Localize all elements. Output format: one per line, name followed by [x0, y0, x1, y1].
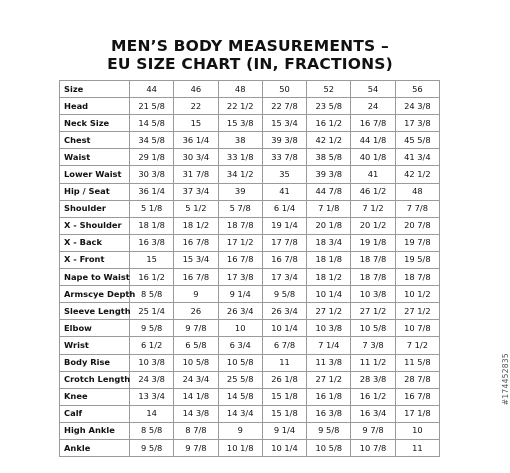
measurement-label: X - Shoulder	[60, 217, 130, 234]
measurement-value: 38 5/8	[307, 149, 351, 166]
measurement-value: 24 3/8	[130, 371, 174, 388]
measurement-label: Ankle	[60, 439, 130, 456]
measurement-value: 10 3/8	[307, 320, 351, 337]
measurement-value: 14 3/8	[174, 405, 218, 422]
measurement-value: 24	[351, 98, 395, 115]
measurement-value: 10 5/8	[218, 354, 262, 371]
measurement-value: 41	[262, 183, 306, 200]
table-row	[60, 115, 440, 132]
measurement-value: 16 7/8	[218, 251, 262, 268]
measurement-value: 19 5/8	[395, 251, 439, 268]
measurement-value: 14 5/8	[218, 388, 262, 405]
measurement-value: 22 1/2	[218, 98, 262, 115]
measurement-value: 33 1/8	[218, 149, 262, 166]
measurement-value: 16 3/8	[130, 234, 174, 251]
table-row	[60, 388, 440, 405]
measurement-value: 14 3/4	[218, 405, 262, 422]
measurement-value: 30 3/4	[174, 149, 218, 166]
measurement-value: 7 7/8	[395, 200, 439, 217]
size-col-header: 46	[174, 81, 218, 98]
measurement-value: 10 3/8	[130, 354, 174, 371]
measurement-value: 8 5/8	[130, 286, 174, 303]
measurement-rows	[60, 98, 440, 457]
measurement-value: 6 7/8	[262, 337, 306, 354]
measurement-value: 16 7/8	[174, 234, 218, 251]
measurement-value: 17 3/4	[262, 269, 306, 286]
measurement-label: Elbow	[60, 320, 130, 337]
size-col-header: 54	[351, 81, 395, 98]
measurement-value: 27 1/2	[307, 371, 351, 388]
measurement-value: 9 5/8	[262, 286, 306, 303]
measurement-label: Calf	[60, 405, 130, 422]
measurement-value: 6 5/8	[174, 337, 218, 354]
measurement-value: 29 1/8	[130, 149, 174, 166]
measurement-value: 9 7/8	[351, 422, 395, 439]
measurement-value: 17 3/8	[395, 115, 439, 132]
measurement-label: Head	[60, 98, 130, 115]
measurement-value: 9 5/8	[130, 439, 174, 456]
measurement-value: 18 1/2	[307, 269, 351, 286]
size-col-header: 50	[262, 81, 306, 98]
measurement-label: Wrist	[60, 337, 130, 354]
measurement-value: 26 3/4	[218, 303, 262, 320]
measurement-value: 10 1/8	[218, 439, 262, 456]
measurement-value: 10 5/8	[307, 439, 351, 456]
measurement-value: 38	[218, 132, 262, 149]
measurement-value: 33 7/8	[262, 149, 306, 166]
measurement-value: 18 7/8	[351, 251, 395, 268]
measurement-value: 9	[218, 422, 262, 439]
measurement-value: 17 3/8	[218, 269, 262, 286]
measurement-value: 15 1/8	[262, 405, 306, 422]
measurement-value: 35	[262, 166, 306, 183]
table-row	[60, 234, 440, 251]
measurement-value: 16 3/8	[307, 405, 351, 422]
measurement-value: 34 5/8	[130, 132, 174, 149]
measurement-value: 17 1/8	[395, 405, 439, 422]
size-col-header: 56	[395, 81, 439, 98]
measurement-value: 15	[174, 115, 218, 132]
measurement-value: 16 7/8	[262, 251, 306, 268]
measurement-value: 7 1/8	[307, 200, 351, 217]
table-row	[60, 371, 440, 388]
header-row	[60, 81, 440, 98]
measurement-value: 10	[218, 320, 262, 337]
measurement-value: 9 5/8	[130, 320, 174, 337]
measurement-value: 9 7/8	[174, 439, 218, 456]
measurement-value: 10 3/8	[351, 286, 395, 303]
measurement-value: 39	[218, 183, 262, 200]
measurement-value: 28 3/8	[351, 371, 395, 388]
measurement-value: 30 3/8	[130, 166, 174, 183]
measurement-value: 18 1/2	[174, 217, 218, 234]
measurement-value: 11 1/2	[351, 354, 395, 371]
measurement-label: Chest	[60, 132, 130, 149]
measurement-value: 24 3/8	[395, 98, 439, 115]
table-row	[60, 166, 440, 183]
measurement-value: 9 1/4	[218, 286, 262, 303]
measurement-label: Lower Waist	[60, 166, 130, 183]
measurement-label: Neck Size	[60, 115, 130, 132]
measurement-value: 15	[130, 251, 174, 268]
measurement-value: 26	[174, 303, 218, 320]
table-row	[60, 251, 440, 268]
measurement-value: 44 1/8	[351, 132, 395, 149]
measurement-value: 27 1/2	[307, 303, 351, 320]
measurement-value: 40 1/8	[351, 149, 395, 166]
measurement-value: 26 1/8	[262, 371, 306, 388]
measurement-value: 18 1/8	[307, 251, 351, 268]
table-row	[60, 98, 440, 115]
size-header	[60, 81, 440, 98]
table-row	[60, 405, 440, 422]
measurement-value: 11 5/8	[395, 354, 439, 371]
measurement-value: 8 5/8	[130, 422, 174, 439]
measurement-value: 44 7/8	[307, 183, 351, 200]
measurement-value: 5 7/8	[218, 200, 262, 217]
measurement-value: 36 1/4	[130, 183, 174, 200]
measurement-value: 15 3/4	[262, 115, 306, 132]
measurement-value: 28 7/8	[395, 371, 439, 388]
measurement-value: 17 1/2	[218, 234, 262, 251]
measurement-value: 5 1/2	[174, 200, 218, 217]
measurement-value: 22	[174, 98, 218, 115]
measurement-value: 10 7/8	[351, 439, 395, 456]
measurement-value: 5 1/8	[130, 200, 174, 217]
measurement-value: 16 7/8	[174, 269, 218, 286]
size-chart-table	[59, 80, 440, 457]
measurement-value: 16 1/8	[307, 388, 351, 405]
measurement-value: 37 3/4	[174, 183, 218, 200]
measurement-value: 25 1/4	[130, 303, 174, 320]
stock-id: #174452835	[501, 353, 510, 406]
measurement-value: 17 7/8	[262, 234, 306, 251]
measurement-value: 10 7/8	[395, 320, 439, 337]
measurement-value: 41	[351, 166, 395, 183]
measurement-value: 6 1/2	[130, 337, 174, 354]
measurement-value: 11	[262, 354, 306, 371]
measurement-label: High Ankle	[60, 422, 130, 439]
measurement-value: 46 1/2	[351, 183, 395, 200]
table-row	[60, 286, 440, 303]
measurement-value: 9 5/8	[307, 422, 351, 439]
measurement-value: 14	[130, 405, 174, 422]
measurement-value: 9 7/8	[174, 320, 218, 337]
measurement-value: 23 5/8	[307, 98, 351, 115]
measurement-value: 22 7/8	[262, 98, 306, 115]
header-label: Size	[60, 81, 130, 98]
measurement-value: 10 1/2	[395, 286, 439, 303]
measurement-value: 16 3/4	[351, 405, 395, 422]
measurement-value: 16 1/2	[130, 269, 174, 286]
measurement-value: 9	[174, 286, 218, 303]
measurement-value: 42 1/2	[307, 132, 351, 149]
measurement-value: 21 5/8	[130, 98, 174, 115]
measurement-value: 45 5/8	[395, 132, 439, 149]
table-row	[60, 132, 440, 149]
measurement-value: 11	[395, 439, 439, 456]
title-line-2: EU SIZE CHART (IN, FRACTIONS)	[107, 55, 393, 73]
size-col-header: 48	[218, 81, 262, 98]
table-row	[60, 217, 440, 234]
table-row	[60, 149, 440, 166]
measurement-label: X - Front	[60, 251, 130, 268]
measurement-label: Nape to Waist	[60, 269, 130, 286]
table-row	[60, 320, 440, 337]
measurement-value: 34 1/2	[218, 166, 262, 183]
table-row	[60, 200, 440, 217]
measurement-label: Knee	[60, 388, 130, 405]
table-row	[60, 337, 440, 354]
measurement-value: 15 1/8	[262, 388, 306, 405]
size-col-header: 44	[130, 81, 174, 98]
table-row	[60, 422, 440, 439]
measurement-value: 18 3/4	[307, 234, 351, 251]
measurement-value: 15 3/8	[218, 115, 262, 132]
measurement-label: Waist	[60, 149, 130, 166]
measurement-value: 16 1/2	[351, 388, 395, 405]
measurement-value: 42 1/2	[395, 166, 439, 183]
title-line-1: MEN’S BODY MEASUREMENTS –	[111, 37, 389, 55]
measurement-value: 20 1/8	[307, 217, 351, 234]
measurement-value: 16 7/8	[351, 115, 395, 132]
measurement-value: 10 1/4	[262, 439, 306, 456]
measurement-value: 27 1/2	[351, 303, 395, 320]
table-row	[60, 183, 440, 200]
measurement-value: 7 1/2	[395, 337, 439, 354]
measurement-value: 10 1/4	[307, 286, 351, 303]
measurement-value: 19 1/8	[351, 234, 395, 251]
measurement-value: 13 3/4	[130, 388, 174, 405]
measurement-value: 36 1/4	[174, 132, 218, 149]
measurement-value: 10 5/8	[174, 354, 218, 371]
measurement-value: 39 3/8	[262, 132, 306, 149]
measurement-value: 14 1/8	[174, 388, 218, 405]
measurement-value: 48	[395, 183, 439, 200]
measurement-value: 18 1/8	[130, 217, 174, 234]
measurement-value: 18 7/8	[351, 269, 395, 286]
measurement-label: X - Back	[60, 234, 130, 251]
measurement-label: Armscye Depth	[60, 286, 130, 303]
measurement-value: 15 3/4	[174, 251, 218, 268]
measurement-label: Crotch Length	[60, 371, 130, 388]
measurement-value: 8 7/8	[174, 422, 218, 439]
size-col-header: 52	[307, 81, 351, 98]
measurement-value: 27 1/2	[395, 303, 439, 320]
measurement-value: 14 5/8	[130, 115, 174, 132]
measurement-value: 6 1/4	[262, 200, 306, 217]
table-row	[60, 439, 440, 456]
measurement-value: 18 7/8	[395, 269, 439, 286]
measurement-value: 11 3/8	[307, 354, 351, 371]
measurement-value: 20 7/8	[395, 217, 439, 234]
measurement-value: 19 1/4	[262, 217, 306, 234]
measurement-label: Hip / Seat	[60, 183, 130, 200]
measurement-value: 24 3/4	[174, 371, 218, 388]
measurement-value: 10 1/4	[262, 320, 306, 337]
measurement-label: Body Rise	[60, 354, 130, 371]
measurement-value: 7 1/2	[351, 200, 395, 217]
measurement-value: 26 3/4	[262, 303, 306, 320]
measurement-value: 18 7/8	[218, 217, 262, 234]
measurement-value: 7 3/8	[351, 337, 395, 354]
measurement-value: 39 3/8	[307, 166, 351, 183]
table-row	[60, 303, 440, 320]
table-row	[60, 269, 440, 286]
measurement-value: 10 5/8	[351, 320, 395, 337]
measurement-value: 6 3/4	[218, 337, 262, 354]
measurement-value: 9 1/4	[262, 422, 306, 439]
measurement-value: 20 1/2	[351, 217, 395, 234]
measurement-value: 7 1/4	[307, 337, 351, 354]
measurement-value: 10	[395, 422, 439, 439]
measurement-value: 31 7/8	[174, 166, 218, 183]
measurement-value: 16 7/8	[395, 388, 439, 405]
measurement-value: 16 1/2	[307, 115, 351, 132]
measurement-value: 19 7/8	[395, 234, 439, 251]
table-row	[60, 354, 440, 371]
measurement-value: 41 3/4	[395, 149, 439, 166]
measurement-label: Sleeve Length	[60, 303, 130, 320]
measurement-label: Shoulder	[60, 200, 130, 217]
measurement-value: 25 5/8	[218, 371, 262, 388]
